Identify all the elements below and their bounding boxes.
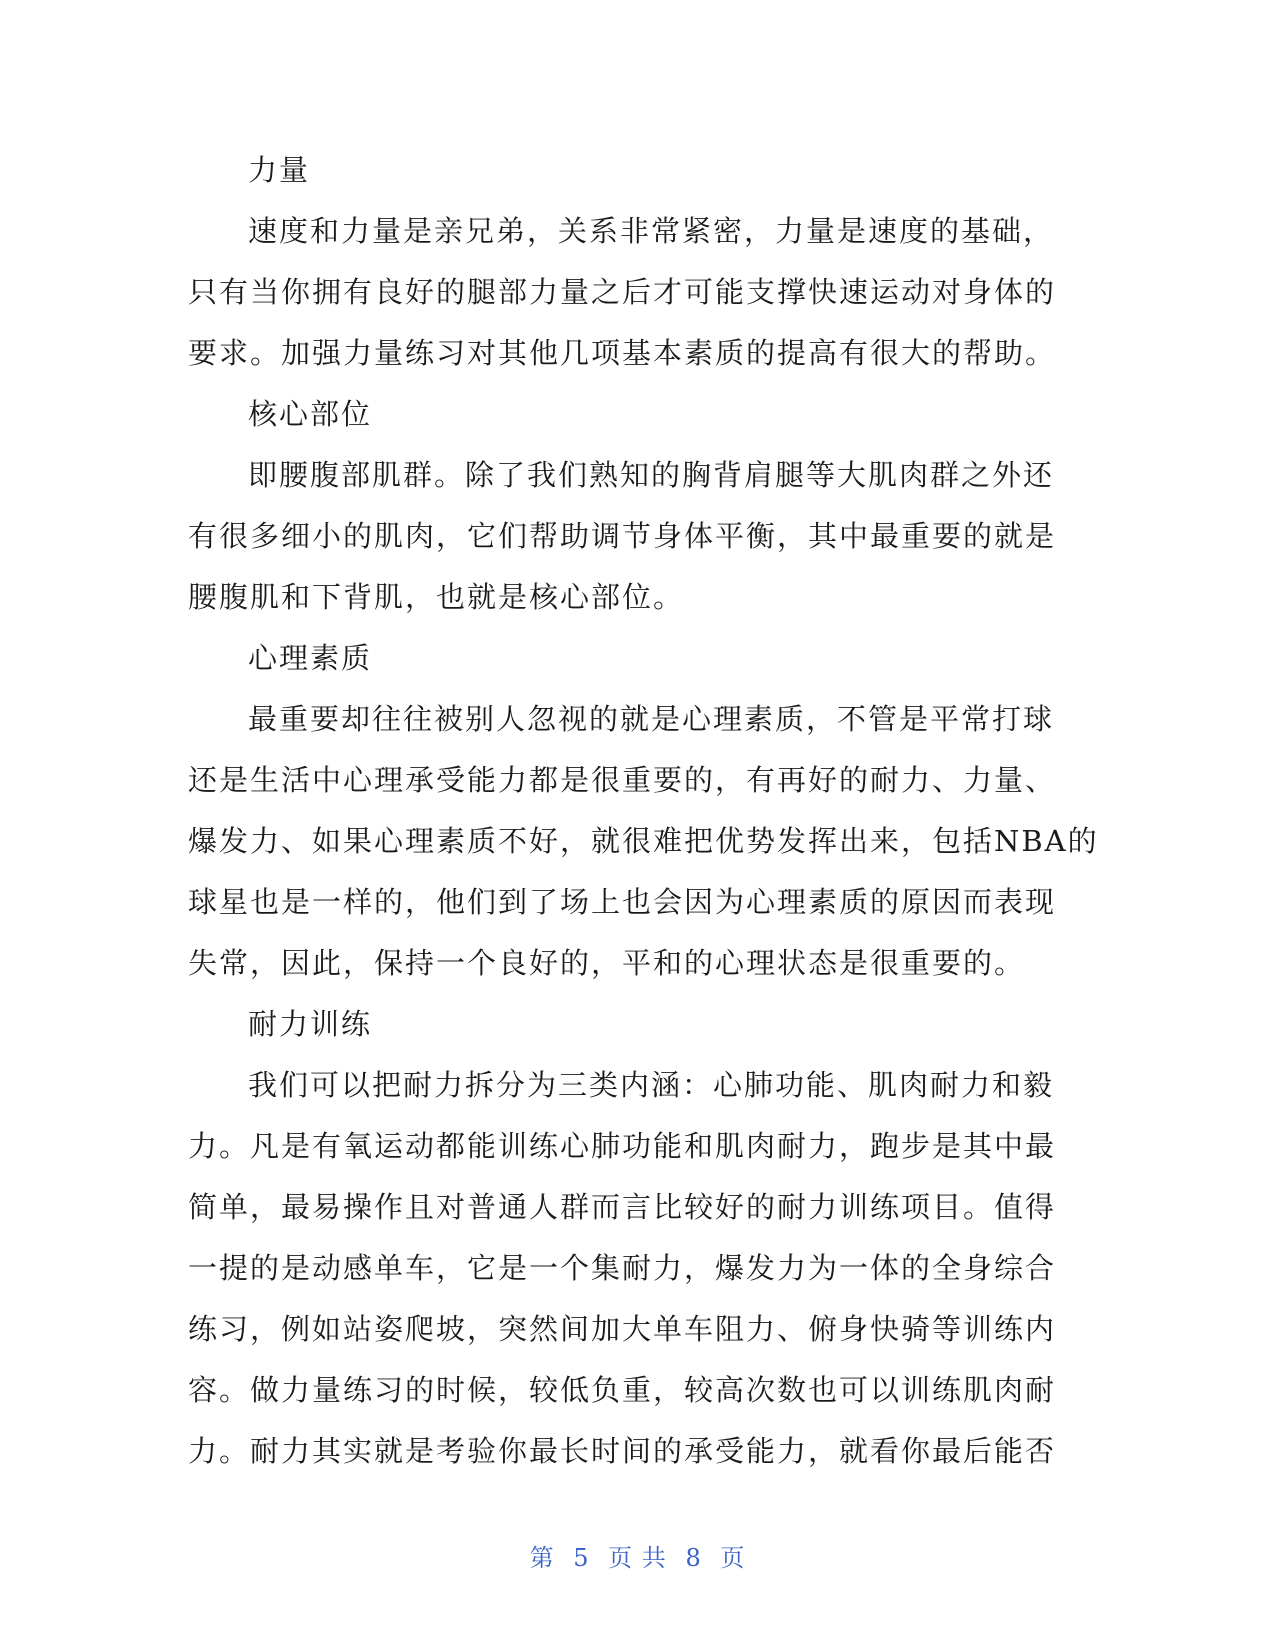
paragraph-line: 力。耐力其实就是考验你最长时间的承受能力，就看你最后能否 (188, 1434, 1057, 1468)
paragraph-line: 腰腹肌和下背肌，也就是核心部位。 (188, 580, 685, 614)
document-body (188, 140, 1099, 1482)
section-heading: 力量 (248, 153, 311, 187)
footer-suffix: 页 (720, 1544, 746, 1572)
paragraph-line: 即腰腹部肌群。除了我们熟知的胸背肩腿等大肌肉群之外还 (248, 458, 1055, 492)
paragraph-line: 简单，最易操作且对普通人群而言比较好的耐力训练项目。值得 (188, 1190, 1057, 1224)
paragraph-line: 速度和力量是亲兄弟，关系非常紧密，力量是速度的基础， (248, 214, 1055, 248)
paragraph-line: 最重要却往往被别人忽视的就是心理素质，不管是平常打球 (248, 702, 1055, 736)
page-footer (0, 1538, 1275, 1573)
total-page-count: 8 (685, 1544, 702, 1572)
paragraph-line: 我们可以把耐力拆分为三类内涵：心肺功能、肌肉耐力和毅 (248, 1068, 1055, 1102)
paragraph-line: 力。凡是有氧运动都能训练心肺功能和肌肉耐力，跑步是其中最 (188, 1129, 1057, 1163)
section-heading: 耐力训练 (248, 1007, 373, 1041)
footer-prefix: 第 (529, 1544, 555, 1572)
paragraph-line: 要求。加强力量练习对其他几项基本素质的提高有很大的帮助。 (188, 336, 1057, 370)
paragraph-line: 还是生活中心理承受能力都是很重要的，有再好的耐力、力量、 (188, 763, 1057, 797)
paragraph-line: 爆发力、如果心理素质不好，就很难把优势发挥出来，包括NBA的 (188, 824, 1099, 858)
paragraph-line: 一提的是动感单车，它是一个集耐力，爆发力为一体的全身综合 (188, 1251, 1057, 1285)
paragraph-line: 容。做力量练习的时候，较低负重，较高次数也可以训练肌肉耐 (188, 1373, 1057, 1407)
paragraph-line: 只有当你拥有良好的腿部力量之后才可能支撑快速运动对身体的 (188, 275, 1057, 309)
section-heading: 核心部位 (248, 397, 373, 431)
paragraph-line: 失常，因此，保持一个良好的，平和的心理状态是很重要的。 (188, 946, 1026, 980)
section-heading: 心理素质 (248, 641, 373, 675)
paragraph-line: 球星也是一样的，他们到了场上也会因为心理素质的原因而表现 (188, 885, 1057, 919)
footer-middle: 页 共 (608, 1544, 667, 1572)
paragraph-line: 练习，例如站姿爬坡，突然间加大单车阻力、俯身快骑等训练内 (188, 1312, 1057, 1346)
current-page-number: 5 (573, 1544, 590, 1572)
paragraph-line: 有很多细小的肌肉，它们帮助调节身体平衡，其中最重要的就是 (188, 519, 1057, 553)
